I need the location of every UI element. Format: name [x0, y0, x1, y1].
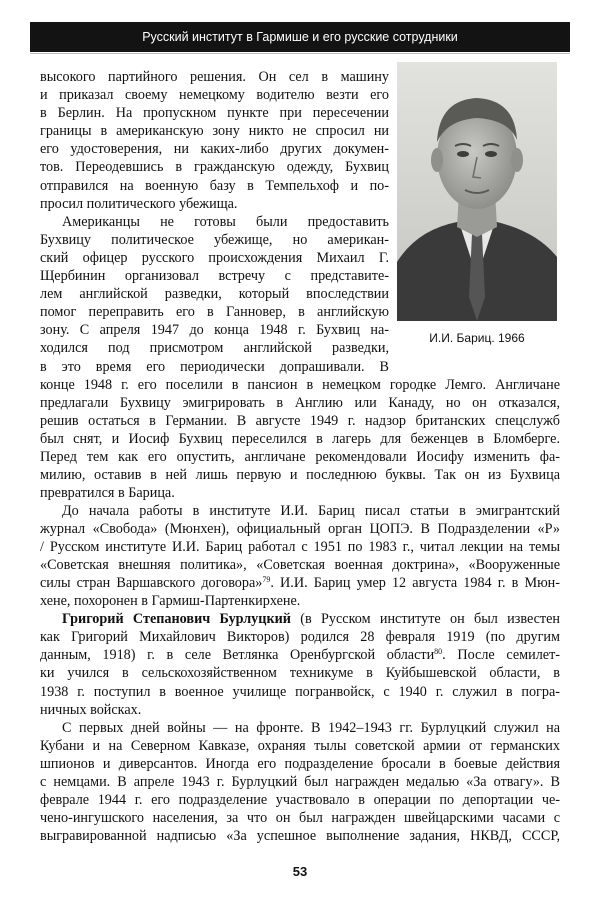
text-line: силы стран Варшавского договора»$^{79}$. И.И. Бариц умер 12 августа 1984 г. в Мюн- — [40, 574, 560, 591]
text-line: С первых дней войны — на фронте. В 1942–1943 гг. Бурлуцкий служил на — [62, 719, 560, 736]
text-line: ходился под присмотром английской разведки, — [40, 340, 389, 357]
paragraph-5 — [40, 719, 560, 846]
text-line: феврале 1944 г. его подразделение участвовало в операции по депортации че- — [40, 792, 560, 809]
text-line: До начала работы в институте И.И. Бариц писал статьи в эмигрантский — [62, 502, 560, 519]
text-line: предлагали Бухвицу эмигрировать в Англию или Канаду, но он отказался, — [40, 394, 560, 411]
paragraph-4 — [40, 610, 560, 719]
text-line: Американцы не готовы были предоставить — [62, 213, 389, 230]
text-line: превратился в Барица. — [40, 485, 175, 502]
text-line: данным, 1918) г. в селе Ветлянка Оренбургской области$^{80}$. После семилет- — [40, 647, 560, 664]
text-line: хене, похоронен в Гармиш-Партенкирхене. — [40, 593, 301, 610]
paragraph-2 — [40, 213, 560, 503]
text-line: тов. Переодевшись в гражданскую одежду, Бухвиц — [40, 159, 389, 176]
photo-caption: И.И. Бариц. 1966 — [429, 331, 525, 345]
text-line: границы в американскую зону никто не спросил ни — [40, 123, 389, 140]
text-line: / Русском институте И.И. Бариц работал с 1951 по 1983 г., читал лекции на темы — [40, 538, 560, 555]
text-line: с немцами. В апреле 1943 г. Бурлуцкий был награжден медалью «За отвагу». В — [40, 774, 560, 791]
text-line: в это время его периодически допрашивали. В — [40, 358, 389, 375]
running-header: Русский институт в Гармише и его русские сотрудники — [30, 22, 570, 52]
paragraph-1 — [40, 68, 560, 213]
text-line: «Советская внешняя политика», «Советская военная доктрина», «Вооруженные — [40, 556, 560, 573]
text-line: просил политического убежища. — [40, 195, 238, 212]
text-line: ский офицер русского происхождения Михаил Г. — [40, 249, 389, 266]
text-line: милию, оставив в ней лишь первую и последнюю буквы. Так он из Бухвица — [40, 467, 560, 484]
paragraph-3 — [40, 502, 560, 611]
text-line: Щербинин организовал встречу с представите- — [40, 268, 389, 285]
text-line: Кубани и на Северном Кавказе, охраняя тылы советской армии от германских — [40, 737, 560, 754]
text-line: Бухвицу политическое убежище, но американ- — [40, 231, 389, 248]
text-line: выгравированной надписью «За успешное выполнение задания, НКВД, СССР, — [40, 828, 560, 845]
header-rule — [30, 53, 570, 54]
footnote-ref-80: 80 — [434, 647, 443, 657]
text-line: чено-ингушского населения, за что он был награжден швейцарскими часами с — [40, 810, 560, 827]
text-line: как Григорий Михайлович Викторов) родился 28 февраля 1919 (по другим — [40, 629, 560, 646]
person-name: Григорий Степанович Бурлуцкий — [62, 611, 291, 628]
text-line: Перед тем как его опустить, англичане рекомендовали Иосифу изменить фа- — [40, 449, 560, 466]
text-line: его удостоверения, ни каких-либо других докумен- — [40, 141, 389, 158]
text-line: конце 1948 г. его поселили в пансион в немецком городке Лемго. Англичане — [40, 376, 560, 393]
text-line: зону. С апреля 1947 до конца 1948 г. Бухвиц на- — [40, 322, 389, 339]
text-line: шпионов и диверсантов. Иногда его подразделение бросали в боевые действия — [40, 755, 560, 772]
page-number: 53 — [292, 864, 308, 879]
text-line: ки учился в сельскохозяйственном техникуме в Куйбышевской области, в — [40, 665, 560, 682]
footnote-ref-79: 79 — [262, 574, 271, 584]
text-line: 1938 г. поступил в военное училище погранвойск, с 1940 г. служил в погра- — [40, 683, 560, 700]
text-line: в Берлин. На пропускном пункте при пересечении — [40, 105, 389, 122]
text-line: помог переправить его в Ганновер, в английскую — [40, 304, 389, 321]
text-line: Григорий Степанович Бурлуцкий (в Русском институте он был известен — [62, 611, 560, 628]
text-line: решив остаться в Германии. В августе 1949 г. надзор британских спецслужб — [40, 412, 560, 429]
text-line: ничных войсках. — [40, 701, 142, 718]
text-line: отправился на военную базу в Темпельхоф и по- — [40, 177, 389, 194]
text-line: был снят, и Иосиф Бухвиц переселился в лагерь для беженцев в Бломберге. — [40, 430, 560, 447]
text-line: лем английской разведки, который впоследствии — [40, 286, 389, 303]
text-line: высокого партийного решения. Он сел в машину — [40, 69, 389, 85]
text-line: и приказал своему немецкому водителю везти его — [40, 87, 389, 104]
text-line: журнал «Свобода» (Мюнхен), официальный орган ЦОПЭ. В Подразделении «Р» — [40, 520, 560, 537]
